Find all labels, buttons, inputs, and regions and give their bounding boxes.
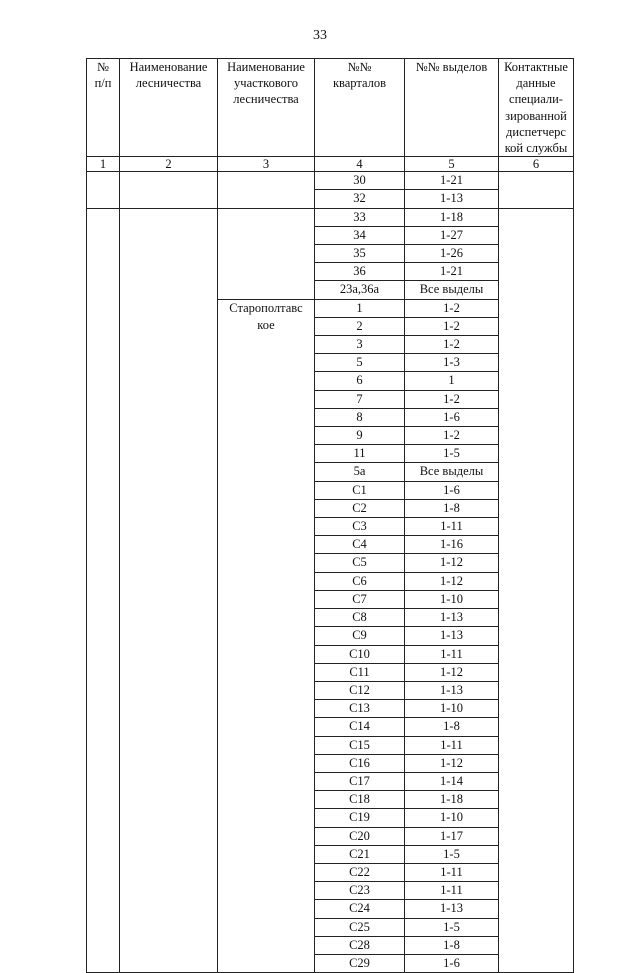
videl-cell: 1-6 (405, 481, 499, 499)
kvartal-cell: С10 (315, 645, 405, 663)
videl-cell: 1-2 (405, 390, 499, 408)
videl-cell: 1-8 (405, 718, 499, 736)
videl-cell: 1-18 (405, 791, 499, 809)
videl-cell: 1-2 (405, 336, 499, 354)
uch-lesnichestvo-cell (218, 172, 315, 208)
kvartal-cell: С22 (315, 863, 405, 881)
videl-cell: 1-21 (405, 172, 499, 190)
header-contacts (499, 59, 574, 157)
uch-lesnichestvo-name-cell (218, 299, 315, 973)
videl-cell: 1-12 (405, 572, 499, 590)
videl-cell: 1-13 (405, 190, 499, 208)
videl-cell: 1-6 (405, 408, 499, 426)
kvartal-cell: С24 (315, 900, 405, 918)
kvartal-cell: С12 (315, 681, 405, 699)
header-uch-line: Наименование (227, 60, 305, 74)
header-contacts-line: кой службы (504, 141, 568, 156)
header-contacts-line: Контактные (504, 60, 568, 74)
videl-cell: 1-3 (405, 354, 499, 372)
kvartal-cell: С8 (315, 609, 405, 627)
contacts-cell (499, 208, 574, 973)
kvartal-cell: 6 (315, 372, 405, 390)
kvartal-cell: С9 (315, 627, 405, 645)
kvartal-cell: С13 (315, 700, 405, 718)
videl-cell: 1-11 (405, 736, 499, 754)
header-lesnichestvo-line: Наименование (129, 60, 208, 74)
videl-cell: 1-2 (405, 427, 499, 445)
uch-lesnichestvo-name-line: Старополтавс (229, 300, 303, 315)
header-num-line: № (97, 60, 109, 74)
kvartal-cell: С7 (315, 590, 405, 608)
videl-cell: 1-8 (405, 499, 499, 517)
videl-cell: 1-16 (405, 536, 499, 554)
kvartal-cell: С3 (315, 518, 405, 536)
header-kvartaly-line: кварталов (332, 76, 387, 91)
kvartal-cell: С11 (315, 663, 405, 681)
kvartal-cell: 33 (315, 208, 405, 226)
column-number-row (87, 157, 574, 172)
videl-cell: 1-17 (405, 827, 499, 845)
uch-lesnichestvo-cell (218, 208, 315, 299)
videl-cell: 1-13 (405, 681, 499, 699)
kvartal-cell: 11 (315, 445, 405, 463)
videl-cell: 1-11 (405, 863, 499, 881)
kvartal-cell: С14 (315, 718, 405, 736)
kvartal-cell: С25 (315, 918, 405, 936)
kvartal-cell: С19 (315, 809, 405, 827)
header-contacts-line: специали- (509, 92, 563, 107)
table-row (87, 172, 574, 190)
videl-cell: 1-10 (405, 590, 499, 608)
videl-cell: 1-11 (405, 882, 499, 900)
videl-cell: 1-2 (405, 317, 499, 335)
videl-cell: 1-5 (405, 918, 499, 936)
header-videly-line: №№ выделов (415, 60, 488, 74)
videl-cell: Все выделы (405, 281, 499, 299)
kvartal-cell: 8 (315, 408, 405, 426)
videl-cell: 1-2 (405, 299, 499, 317)
videl-cell: 1-11 (405, 645, 499, 663)
column-number: 3 (218, 157, 315, 172)
videl-cell: 1-5 (405, 845, 499, 863)
header-contacts-line: данные (516, 76, 556, 91)
videl-cell: 1-11 (405, 518, 499, 536)
kvartal-cell: С15 (315, 736, 405, 754)
videl-cell: 1-6 (405, 954, 499, 972)
header-num (87, 59, 120, 157)
kvartal-cell: 36 (315, 263, 405, 281)
kvartal-cell: С6 (315, 572, 405, 590)
kvartal-cell: 3 (315, 336, 405, 354)
kvartal-cell: 9 (315, 427, 405, 445)
header-kvartaly (315, 59, 405, 157)
num-cell (87, 208, 120, 973)
kvartal-cell: 30 (315, 172, 405, 190)
videl-cell: 1-21 (405, 263, 499, 281)
kvartal-cell: С16 (315, 754, 405, 772)
header-contacts-line: зированной (505, 108, 567, 123)
uch-lesnichestvo-name-line: кое (257, 317, 275, 332)
header-row (87, 59, 574, 157)
kvartal-cell: С28 (315, 936, 405, 954)
kvartal-cell: С5 (315, 554, 405, 572)
videl-cell: 1-12 (405, 754, 499, 772)
kvartal-cell: С23 (315, 882, 405, 900)
kvartal-cell: 32 (315, 190, 405, 208)
kvartal-cell: С21 (315, 845, 405, 863)
kvartal-cell: 5 (315, 354, 405, 372)
videl-cell: 1-13 (405, 900, 499, 918)
kvartal-cell: 1 (315, 299, 405, 317)
videl-cell: 1-10 (405, 700, 499, 718)
videl-cell: 1-13 (405, 609, 499, 627)
kvartal-cell: С18 (315, 791, 405, 809)
kvartal-cell: 2 (315, 317, 405, 335)
column-number: 1 (87, 157, 120, 172)
lesnichestvo-cell (120, 208, 218, 973)
header-uch-line: лесничества (233, 92, 299, 107)
num-cell (87, 172, 120, 208)
header-lesnichestvo-line: лесничества (135, 76, 202, 91)
kvartal-cell: 34 (315, 226, 405, 244)
kvartal-cell: С4 (315, 536, 405, 554)
column-number: 2 (120, 157, 218, 172)
videl-cell: 1-26 (405, 245, 499, 263)
kvartal-cell: С29 (315, 954, 405, 972)
kvartal-cell: С20 (315, 827, 405, 845)
kvartal-cell: С17 (315, 772, 405, 790)
header-lesnichestvo (120, 59, 218, 157)
videl-cell: 1-14 (405, 772, 499, 790)
videl-cell: 1-27 (405, 226, 499, 244)
contacts-cell (499, 172, 574, 208)
table-row (87, 208, 574, 226)
kvartal-cell: С2 (315, 499, 405, 517)
header-uch-lesnichestvo (218, 59, 315, 157)
kvartal-cell: 5а (315, 463, 405, 481)
videl-cell: 1-10 (405, 809, 499, 827)
kvartal-cell: С1 (315, 481, 405, 499)
header-contacts-line: диспетчерс (506, 124, 566, 139)
column-number: 4 (315, 157, 405, 172)
videl-cell: 1-13 (405, 627, 499, 645)
kvartal-cell: 23а,36а (315, 281, 405, 299)
videl-cell: 1-12 (405, 663, 499, 681)
page-number: 33 (313, 28, 327, 43)
lesnichestvo-cell (120, 172, 218, 208)
column-number: 6 (499, 157, 574, 172)
column-number: 5 (405, 157, 499, 172)
kvartal-cell: 7 (315, 390, 405, 408)
header-videly (405, 59, 499, 157)
table-body (87, 172, 574, 973)
videl-cell: 1-8 (405, 936, 499, 954)
videl-cell: 1-12 (405, 554, 499, 572)
forest-quarters-table (86, 58, 574, 973)
videl-cell: 1-5 (405, 445, 499, 463)
header-kvartaly-line: №№ (347, 60, 372, 74)
kvartal-cell: 35 (315, 245, 405, 263)
videl-cell: Все выделы (405, 463, 499, 481)
videl-cell: 1-18 (405, 208, 499, 226)
header-uch-line: участкового (234, 76, 298, 91)
header-num-line: п/п (94, 76, 112, 91)
videl-cell: 1 (405, 372, 499, 390)
